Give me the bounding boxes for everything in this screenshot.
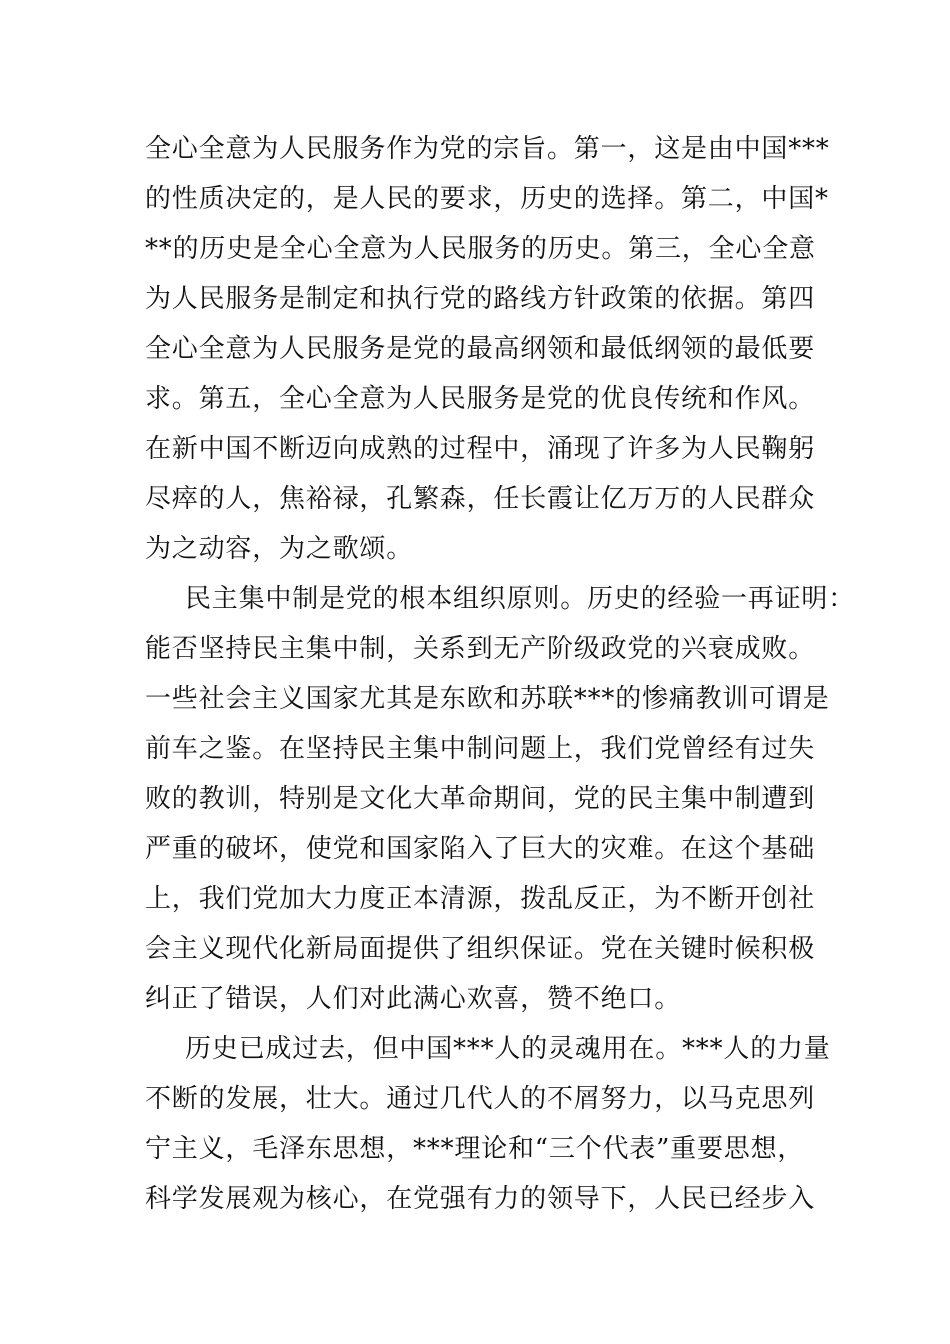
paragraph-1: [145, 124, 830, 574]
text-line: 为之动容，为之歌颂。: [145, 534, 414, 564]
text-line: 全心全意为人民服务作为党的宗旨。第一，这是由中国***: [145, 134, 830, 164]
text-line: 上，我们党加大力度正本清源，拨乱反正，为不断开创社: [145, 884, 816, 914]
text-line: 一些社会主义国家尤其是东欧和苏联***的惨痛教训可谓是: [145, 684, 830, 714]
text-line: 尽瘁的人，焦裕禄，孔繁森，任长霞让亿万万的人民群众: [145, 484, 816, 514]
paragraph-3: [145, 1024, 831, 1224]
text-line: 历史已成过去，但中国***人的灵魂用在。***人的力量: [185, 1034, 831, 1064]
text-line: **的历史是全心全意为人民服务的历史。第三，全心全意: [145, 234, 816, 264]
text-line: 全心全意为人民服务是党的最高纲领和最低纲领的最低要: [145, 334, 816, 364]
paragraph-2: [145, 574, 856, 1024]
text-line: 前车之鉴。在坚持民主集中制问题上，我们党曾经有过失: [145, 734, 816, 764]
text-line: 的性质决定的，是人民的要求，历史的选择。第二，中国*: [145, 184, 829, 214]
text-line: 纠正了错误，人们对此满心欢喜，赞不绝口。: [145, 984, 682, 1014]
text-line: 不断的发展，壮大。通过几代人的不屑努力，以马克思列: [145, 1084, 816, 1114]
text-line: 民主集中制是党的根本组织原则。历史的经验一再证明：: [185, 584, 856, 614]
text-line: 为人民服务是制定和执行党的路线方针政策的依据。第四: [145, 284, 816, 314]
text-line: 在新中国不断迈向成熟的过程中，涌现了许多为人民鞠躬: [145, 434, 816, 464]
text-line: 能否坚持民主集中制，关系到无产阶级政党的兴衰成败。: [145, 634, 816, 664]
text-line: 严重的破坏，使党和国家陷入了巨大的灾难。在这个基础: [145, 834, 816, 864]
document-body: [145, 124, 856, 1224]
text-line: 求。第五，全心全意为人民服务是党的优良传统和作风。: [145, 384, 816, 414]
text-line: 科学发展观为核心，在党强有力的领导下，人民已经步入: [145, 1184, 816, 1214]
text-line: 败的教训，特别是文化大革命期间，党的民主集中制遭到: [145, 784, 816, 814]
text-line: 会主义现代化新局面提供了组织保证。党在关键时候积极: [145, 934, 816, 964]
text-line: 宁主义，毛泽东思想，***理论和“三个代表”重要思想，: [145, 1134, 805, 1164]
